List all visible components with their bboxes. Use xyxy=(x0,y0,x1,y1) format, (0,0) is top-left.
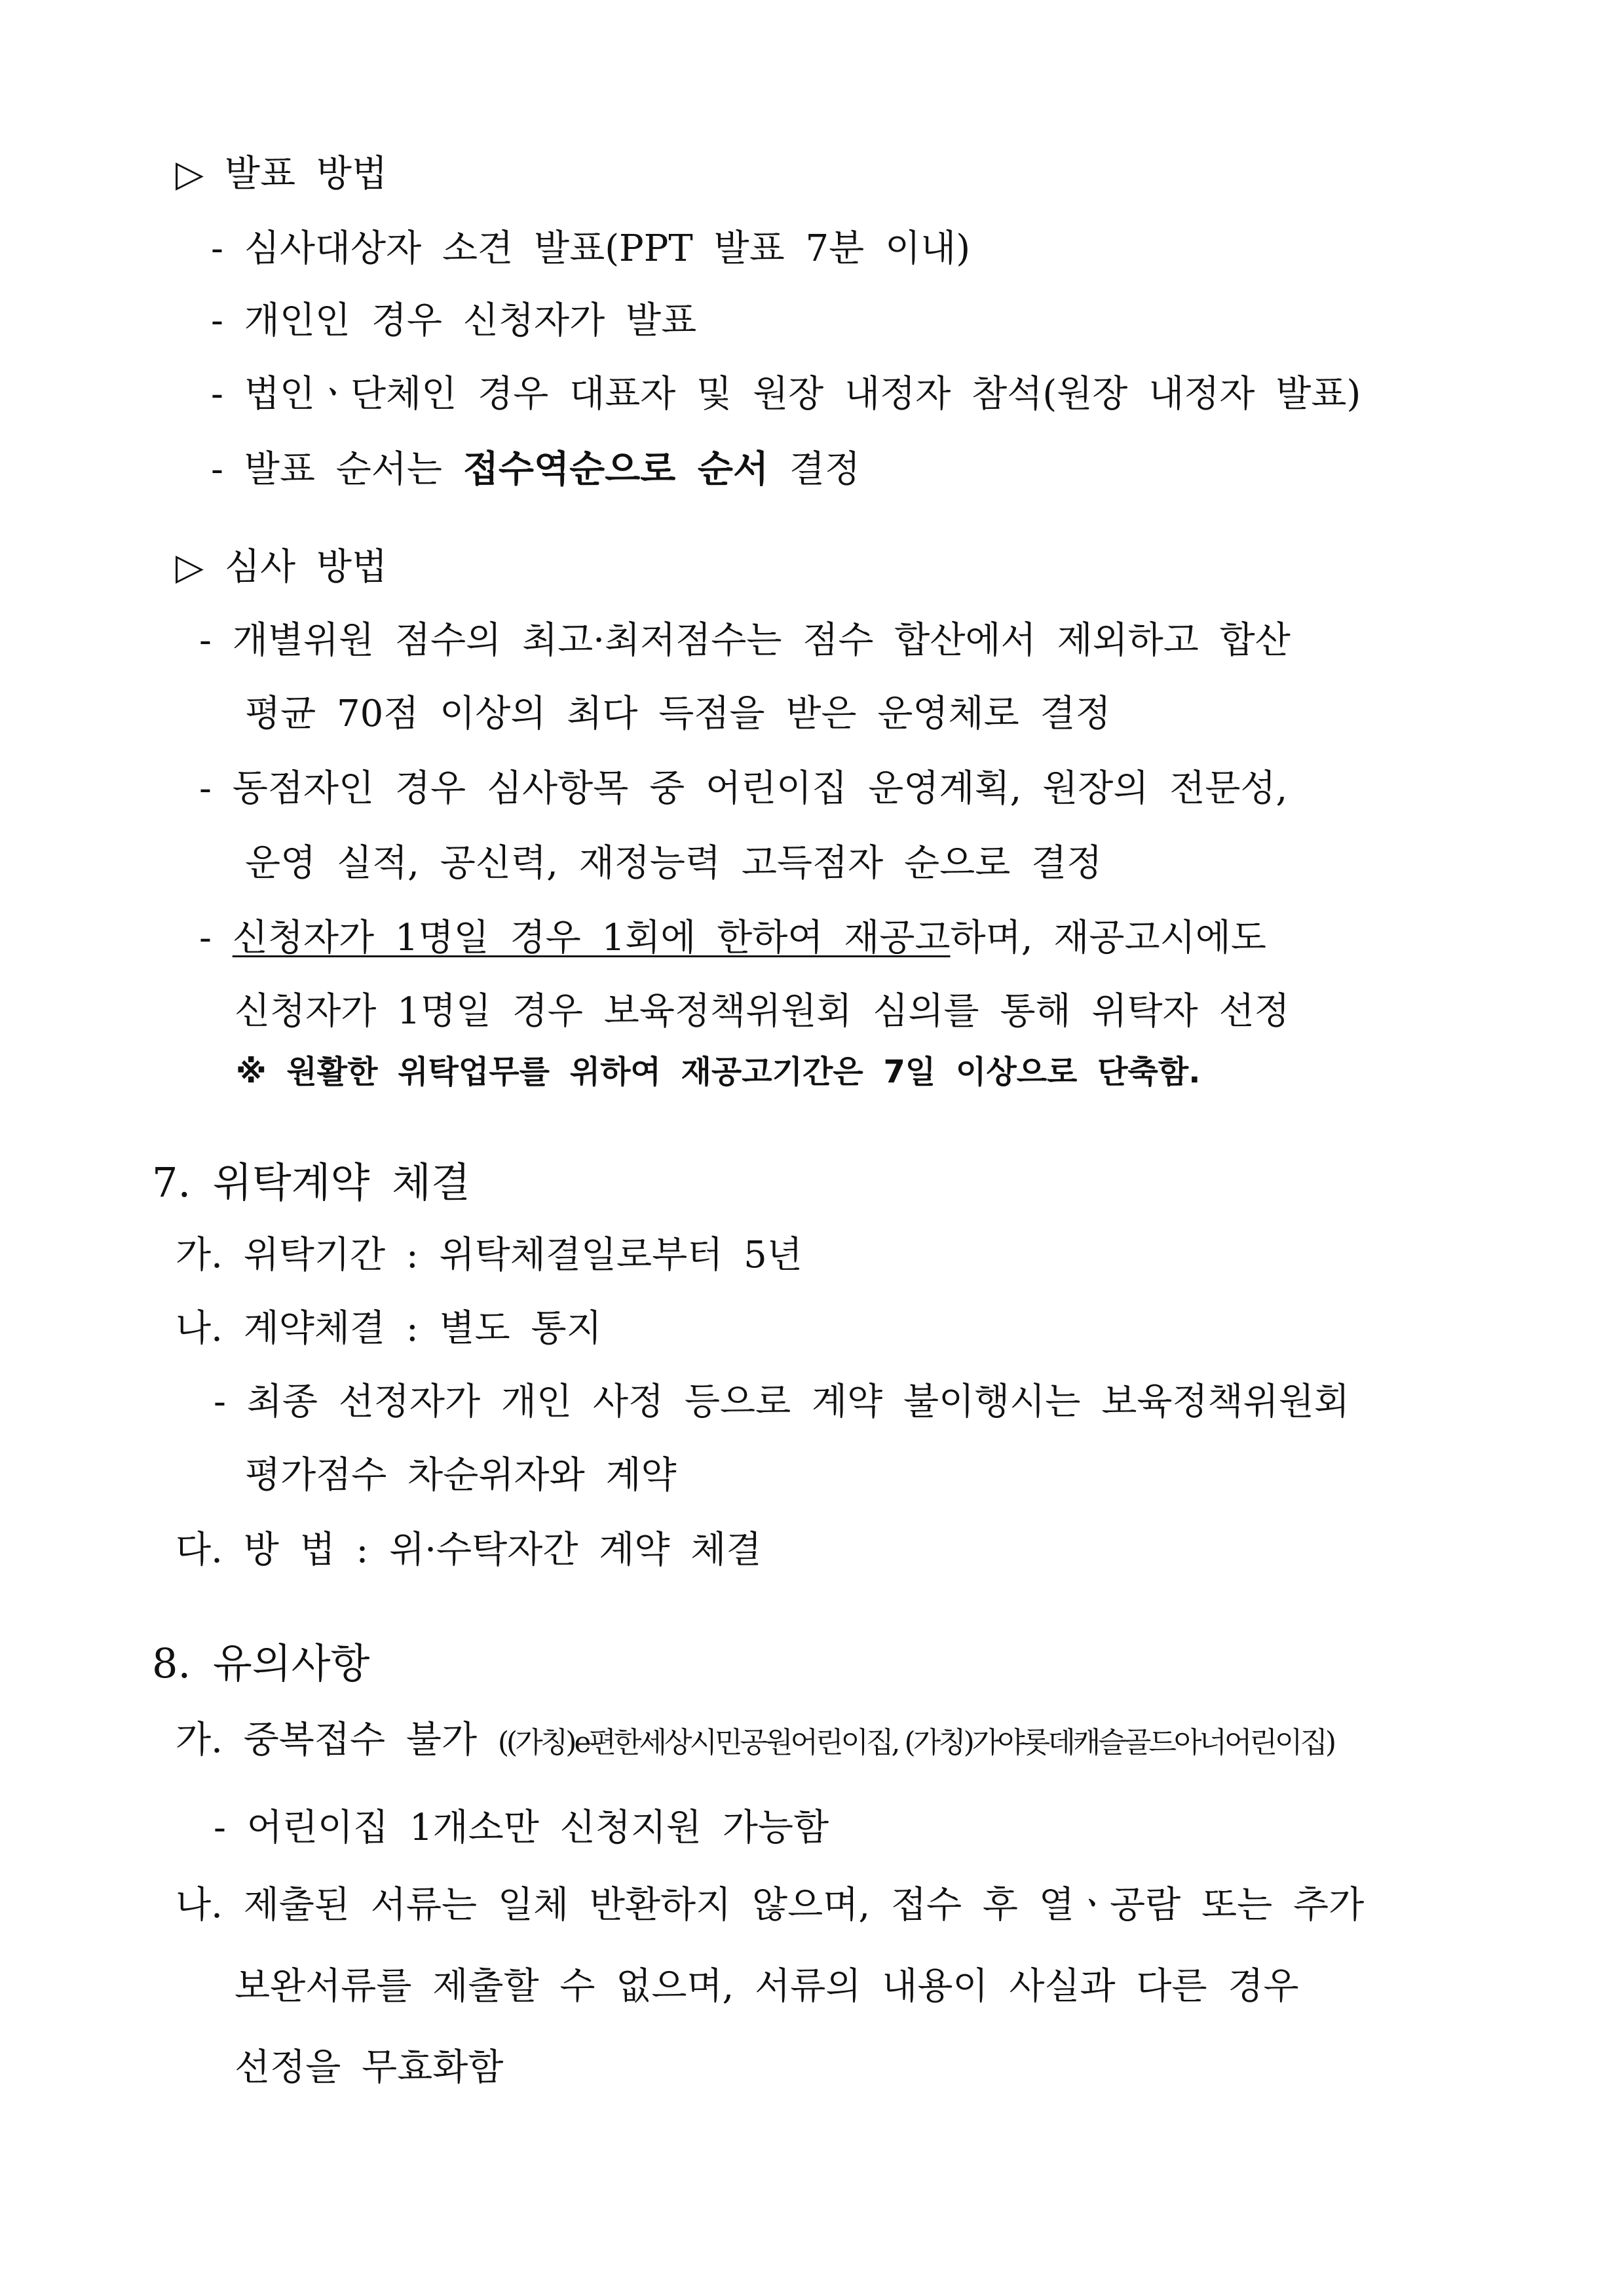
section-8-item-ga-sub: - 어린이집 1개소만 신청지원 가능함 xyxy=(214,1807,829,1849)
presentation-title: ▷ 발표 방법 xyxy=(176,153,388,195)
review-item-1-line-1: - 개별위원 점수의 최고·최저점수는 점수 합산에서 제외하고 합산 xyxy=(199,619,1291,662)
section-7-item-na: 나. 계약체결 : 별도 통지 xyxy=(176,1307,602,1350)
review-item-3-line-1 xyxy=(199,917,1266,959)
presentation-order xyxy=(211,448,861,491)
section-8-item-ga-detail: ((가칭)e편한세상시민공원어린이집, (가칭)가야롯데캐슬골드아너어린이집) xyxy=(497,1726,1334,1759)
section-8-item-na-line-3: 선정을 무효화함 xyxy=(235,2046,504,2089)
review-item-3-rest: 하며, 재공고시에도 xyxy=(950,917,1266,959)
section-8-item-na-line-1: 나. 제출된 서류는 일체 반환하지 않으며, 접수 후 열ㆍ공람 또는 추가 xyxy=(176,1884,1365,1926)
review-note: ※ 원활한 위탁업무를 위하여 재공고기간은 7일 이상으로 단축함. xyxy=(236,1054,1201,1090)
section-7-heading: 7. 위탁계약 체결 xyxy=(152,1158,470,1206)
review-item-1-line-2: 평균 70점 이상의 최다 득점을 받은 운영체로 결정 xyxy=(245,693,1111,735)
review-item-3-dash: - xyxy=(199,917,233,959)
section-7-sub-line-1: - 최종 선정자가 개인 사정 등으로 계약 불이행시는 보육정책위원회 xyxy=(214,1381,1350,1423)
review-item-3-line-2: 신청자가 1명일 경우 보육정책위원회 심의를 통해 위탁자 선정 xyxy=(235,990,1290,1033)
section-7-item-ga: 가. 위탁기간 : 위탁체결일로부터 5년 xyxy=(176,1234,803,1276)
review-item-2-line-1: - 동점자인 경우 심사항목 중 어린이집 운영계획, 원장의 전문성, xyxy=(199,767,1288,810)
presentation-order-bold: 접수역순으로 순서 xyxy=(463,448,769,491)
presentation-item-2: - 개인인 경우 신청자가 발표 xyxy=(211,299,697,342)
section-7-sub-line-2: 평가점수 차순위자와 계약 xyxy=(245,1454,677,1497)
presentation-order-prefix: - 발표 순서는 xyxy=(211,448,463,491)
review-title: ▷ 심사 방법 xyxy=(176,546,388,588)
presentation-item-1: - 심사대상자 소견 발표(PPT 발표 7분 이내) xyxy=(211,227,971,270)
section-8-item-na-line-2: 보완서류를 제출할 수 없으며, 서류의 내용이 사실과 다른 경우 xyxy=(235,1965,1299,2008)
section-8-item-ga xyxy=(176,1719,1334,1761)
presentation-item-3: - 법인ㆍ단체인 경우 대표자 및 원장 내정자 참석(원장 내정자 발표) xyxy=(211,373,1361,415)
section-7-item-da: 다. 방 법 : 위·수탁자간 계약 체결 xyxy=(176,1529,762,1571)
section-8-heading: 8. 유의사항 xyxy=(152,1639,370,1687)
review-item-3-underlined: 신청자가 1명일 경우 1회에 한하여 재공고 xyxy=(232,917,951,959)
presentation-order-suffix: 결정 xyxy=(768,448,861,491)
section-8-item-ga-prefix: 가. 중복접수 불가 xyxy=(176,1719,498,1761)
review-item-2-line-2: 운영 실적, 공신력, 재정능력 고득점자 순으로 결정 xyxy=(245,842,1103,885)
